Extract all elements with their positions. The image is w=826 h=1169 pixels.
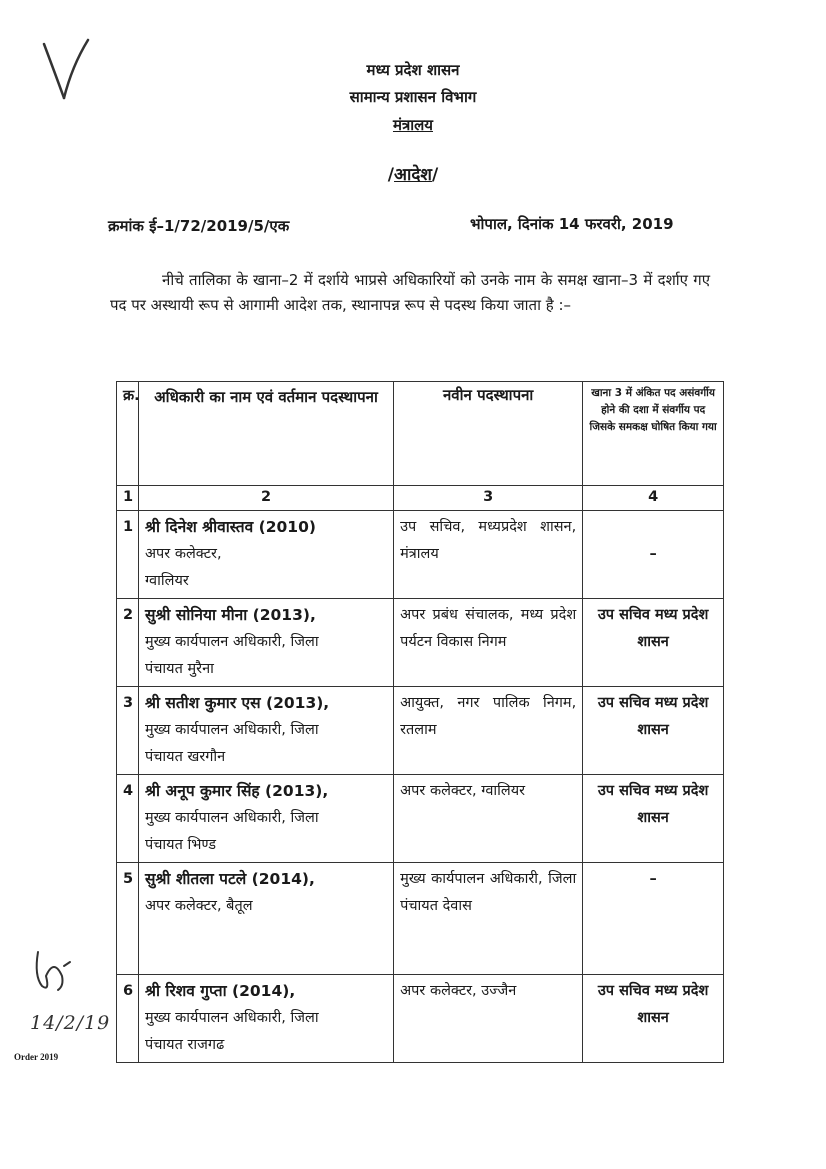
row-new-posting: आयुक्त, नगर पालिक निगम, रतलाम	[394, 687, 583, 775]
header-equivalent: खाना 3 में अंकित पद असंवर्गीय होने की दशा में संवर्गीय पद जिसके समकक्ष घोषित किया गया	[583, 382, 724, 486]
table-row	[117, 511, 724, 599]
row-equivalent: उप सचिव मध्य प्रदेश शासन	[583, 975, 724, 1063]
officer-name: श्री दिनेश श्रीवास्तव (2010)	[144, 518, 316, 536]
officer-current-posting: मुख्य कार्यपालन अधिकारी, जिला	[144, 634, 319, 650]
column-number: 1	[117, 486, 139, 511]
row-officer	[138, 775, 393, 863]
row-new-posting: अपर कलेक्टर, उज्जैन	[394, 975, 583, 1063]
row-officer	[138, 511, 393, 599]
table-row	[117, 975, 724, 1063]
posting-table	[116, 381, 724, 1063]
row-sn: 1	[117, 511, 139, 599]
row-equivalent: उप सचिव मध्य प्रदेश शासन	[583, 775, 724, 863]
officer-name: सुश्री शीतला पटले (2014),	[144, 870, 315, 888]
order-title-word: आदेश	[394, 165, 432, 185]
row-sn: 5	[117, 863, 139, 975]
header-new-posting: नवीन पदस्थापना	[394, 382, 583, 486]
header-sn: क्र.	[117, 382, 139, 486]
column-number-row	[117, 486, 724, 511]
handwritten-initial	[28, 946, 78, 1010]
officer-current-posting: मुख्य कार्यपालन अधिकारी, जिला	[144, 722, 319, 738]
table-row	[117, 599, 724, 687]
footer-note: Order 2019	[14, 1052, 59, 1062]
officer-current-posting: अपर कलेक्टर, बैतूल	[144, 898, 253, 914]
header-department: सामान्य प्रशासन विभाग	[349, 88, 477, 106]
officer-current-posting: पंचायत भिण्ड	[144, 837, 217, 853]
officer-name: श्री अनूप कुमार सिंह (2013),	[144, 782, 329, 800]
officer-current-posting: अपर कलेक्टर,	[144, 546, 222, 562]
row-officer	[138, 687, 393, 775]
row-officer	[138, 863, 393, 975]
row-sn: 3	[117, 687, 139, 775]
order-title-slash-right: /	[431, 165, 439, 185]
row-equivalent: –	[583, 511, 724, 599]
header-ministry: मंत्रालय	[392, 116, 433, 134]
officer-name: सुश्री सोनिया मीना (2013),	[144, 606, 316, 624]
table-header-row	[117, 382, 724, 486]
table-row	[117, 687, 724, 775]
order-title-slash-left: /	[387, 165, 395, 185]
column-number: 3	[394, 486, 583, 511]
row-equivalent: –	[583, 863, 724, 975]
reference-place-date: भोपाल, दिनांक 14 फरवरी, 2019	[470, 215, 674, 233]
row-new-posting: अपर कलेक्टर, ग्वालियर	[394, 775, 583, 863]
row-equivalent: उप सचिव मध्य प्रदेश शासन	[583, 599, 724, 687]
row-new-posting: मुख्य कार्यपालन अधिकारी, जिला पंचायत देवास	[394, 863, 583, 975]
row-new-posting: अपर प्रबंध संचालक, मध्य प्रदेश पर्यटन विकास निगम	[394, 599, 583, 687]
officer-current-posting: पंचायत मुरैना	[144, 661, 214, 677]
officer-current-posting: ग्वालियर	[144, 573, 189, 589]
row-officer	[138, 975, 393, 1063]
officer-current-posting: मुख्य कार्यपालन अधिकारी, जिला	[144, 1010, 319, 1026]
officer-current-posting: पंचायत राजगढ	[144, 1037, 225, 1053]
table-row	[117, 863, 724, 975]
officer-current-posting: पंचायत खरगौन	[144, 749, 226, 765]
order-paragraph-text: नीचे तालिका के खाना–2 में दर्शाये भाप्रसे अधिकारियों को उनके नाम के समक्ष खाना–3 में दर्शाए गए पद पर अस्थायी रूप से आगामी आदेश तक, स्थानापन्न रूप से पदस्थ किया जाता है :–	[110, 271, 710, 314]
row-sn: 2	[117, 599, 139, 687]
table-row	[117, 775, 724, 863]
column-number: 2	[138, 486, 393, 511]
handwritten-date: 14/2/19	[30, 1012, 111, 1034]
reference-number: क्रमांक ई–1/72/2019/5/एक	[108, 217, 290, 235]
row-sn: 6	[117, 975, 139, 1063]
order-paragraph	[110, 268, 710, 318]
row-equivalent: उप सचिव मध्य प्रदेश शासन	[583, 687, 724, 775]
row-officer	[138, 599, 393, 687]
officer-name: श्री रिशव गुप्ता (2014),	[144, 982, 296, 1000]
header-government: मध्य प्रदेश शासन	[366, 61, 460, 79]
row-new-posting: उप सचिव, मध्यप्रदेश शासन, मंत्रालय	[394, 511, 583, 599]
officer-current-posting: मुख्य कार्यपालन अधिकारी, जिला	[144, 810, 319, 826]
column-number: 4	[583, 486, 724, 511]
officer-name: श्री सतीश कुमार एस (2013),	[144, 694, 330, 712]
header-name: अधिकारी का नाम एवं वर्तमान पदस्थापना	[138, 382, 393, 486]
order-title	[0, 162, 826, 185]
row-sn: 4	[117, 775, 139, 863]
